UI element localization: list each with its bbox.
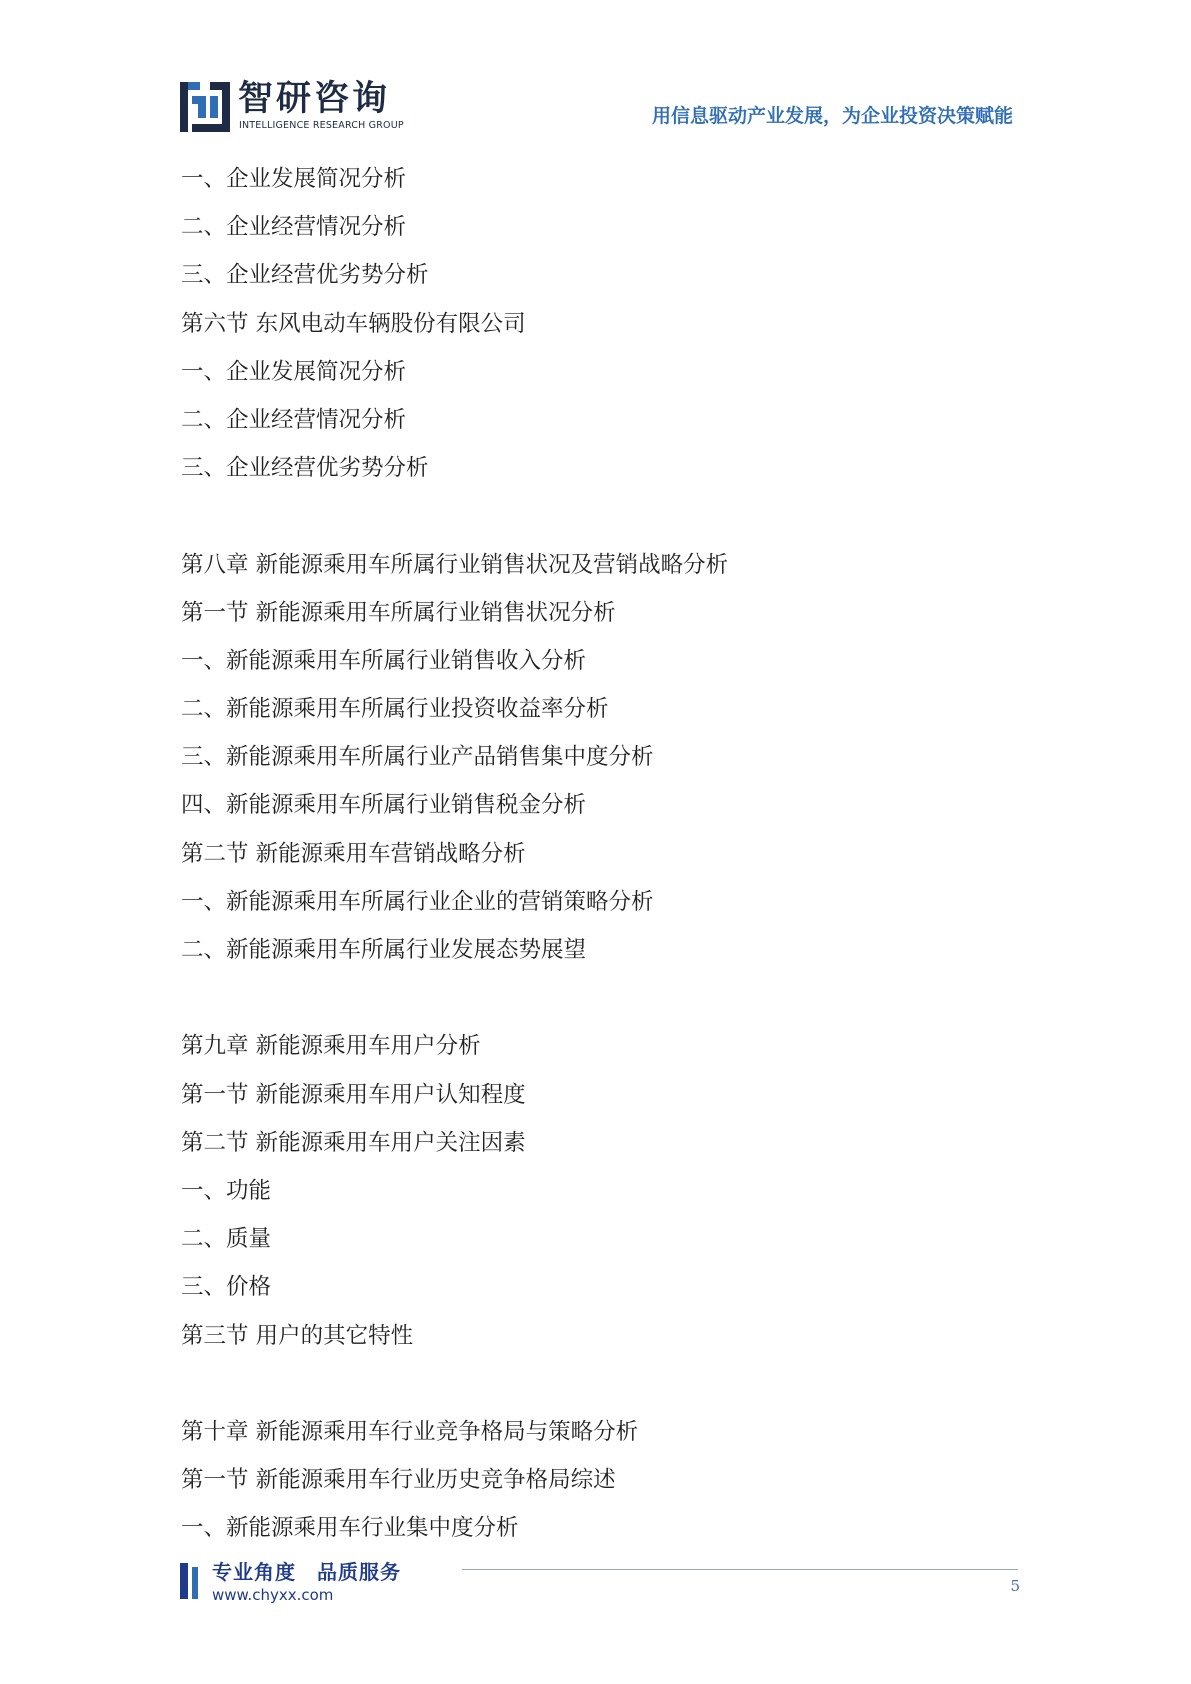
toc-entry: 一、功能	[181, 1177, 272, 1204]
toc-entry: 第一节 新能源乘用车行业历史竞争格局综述	[181, 1467, 616, 1494]
toc-entry: 三、价格	[181, 1274, 272, 1301]
table-of-contents	[181, 155, 1021, 1552]
footer-url[interactable]: www.chyxx.com	[212, 1586, 334, 1604]
toc-entry: 第一节 新能源乘用车所属行业销售状况分析	[181, 599, 616, 626]
toc-entry: 二、企业经营情况分析	[181, 214, 407, 241]
toc-spacer	[181, 492, 1021, 540]
toc-entry: 二、企业经营情况分析	[181, 406, 407, 433]
toc-entry: 第二节 新能源乘用车营销战略分析	[181, 840, 526, 867]
toc-spacer	[181, 1360, 1021, 1408]
toc-entry: 一、企业发展简况分析	[181, 166, 407, 192]
page-header	[0, 0, 1191, 150]
toc-entry: 一、新能源乘用车所属行业销售收入分析	[181, 647, 587, 674]
footer-divider	[462, 1569, 1018, 1570]
toc-entry: 第一节 新能源乘用车用户认知程度	[181, 1081, 526, 1108]
toc-entry: 三、企业经营优劣势分析	[181, 262, 429, 289]
toc-entry: 第九章 新能源乘用车用户分析	[181, 1033, 481, 1060]
toc-spacer	[181, 974, 1021, 1022]
toc-entry: 一、企业发展简况分析	[181, 358, 407, 385]
toc-entry: 第八章 新能源乘用车所属行业销售状况及营销战略分析	[181, 551, 729, 578]
toc-entry: 四、新能源乘用车所属行业销售税金分析	[181, 792, 587, 819]
page-footer	[0, 1555, 1191, 1635]
toc-entry: 一、新能源乘用车行业集中度分析	[181, 1515, 519, 1542]
header-slogan: 用信息驱动产业发展，为企业投资决策赋能	[651, 105, 1013, 127]
toc-entry: 二、新能源乘用车所属行业发展态势展望	[181, 937, 587, 963]
footer-motto: 专业角度 品质服务	[212, 1560, 401, 1584]
toc-entry: 一、新能源乘用车所属行业企业的营销策略分析	[181, 888, 654, 915]
toc-entry: 三、新能源乘用车所属行业产品销售集中度分析	[181, 744, 654, 771]
toc-entry: 第二节 新能源乘用车用户关注因素	[181, 1129, 526, 1156]
intelligence-research-logo-icon	[180, 82, 230, 132]
page-number: 5	[1010, 1577, 1020, 1595]
toc-entry: 第六节 东风电动车辆股份有限公司	[181, 310, 526, 337]
logo-text-en: INTELLIGENCE RESEARCH GROUP	[239, 120, 404, 131]
footer-bars-icon	[180, 1563, 202, 1599]
toc-entry: 三、企业经营优劣势分析	[181, 455, 429, 482]
logo-text-cn: 智研咨询	[238, 79, 391, 119]
toc-entry: 第十章 新能源乘用车行业竞争格局与策略分析	[181, 1418, 639, 1445]
toc-entry: 第三节 用户的其它特性	[181, 1322, 414, 1349]
toc-entry: 二、新能源乘用车所属行业投资收益率分析	[181, 696, 609, 723]
toc-entry: 二、质量	[181, 1226, 272, 1253]
